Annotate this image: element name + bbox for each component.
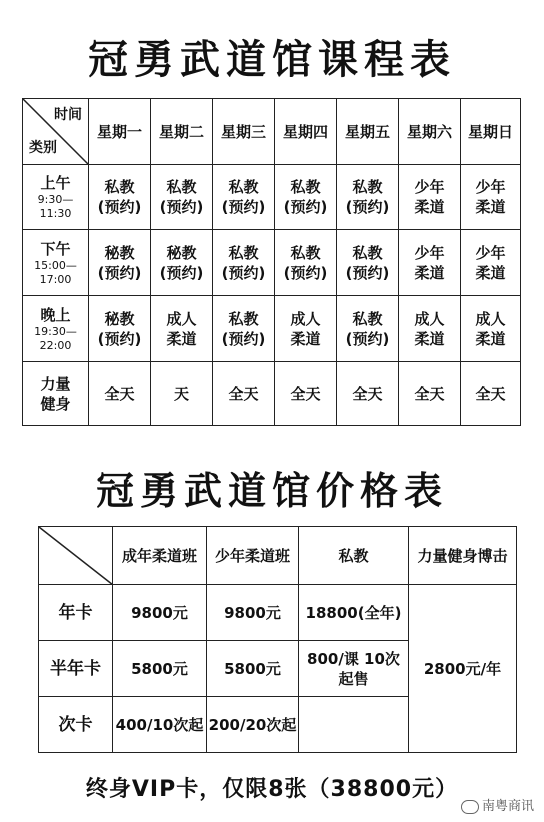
class-cell: 私教 (预约) <box>275 230 337 296</box>
schedule-header-row <box>23 99 521 165</box>
slot-name: 晚上 <box>40 305 71 324</box>
price-corner-cell <box>39 527 113 585</box>
vip-card-note: 终身VIP卡，仅限8张（38800元） <box>85 777 459 802</box>
schedule-row <box>23 296 521 362</box>
schedule-row <box>23 165 521 230</box>
price-header: 少年柔道班 <box>207 527 299 585</box>
slot-time: 19:30—22:00 <box>34 324 77 352</box>
slot-name: 上午 <box>40 174 71 192</box>
price-cell: 9800元 <box>207 585 299 641</box>
day-header: 星期日 <box>461 99 521 165</box>
price-cell: 800/课 10次起售 <box>299 641 409 697</box>
day-header: 星期二 <box>151 99 213 165</box>
diagonal-line <box>39 527 113 585</box>
class-cell: 私教 (预约) <box>89 165 151 230</box>
class-cell: 秘教 (预约) <box>89 230 151 296</box>
slot-cell <box>23 230 89 296</box>
class-cell: 少年 柔道 <box>399 165 461 230</box>
price-row <box>39 585 517 641</box>
card-type: 半年卡 <box>39 641 113 697</box>
slot-name: 下午 <box>40 239 71 258</box>
price-header-row <box>39 527 517 585</box>
class-cell: 私教 (预约) <box>337 230 399 296</box>
slot-cell <box>23 165 89 230</box>
price-cell: 18800(全年) <box>299 585 409 641</box>
price-cell: 9800元 <box>113 585 207 641</box>
chat-bubble-icon <box>461 800 479 814</box>
class-cell: 全天 <box>275 362 337 426</box>
class-cell: 成人 柔道 <box>399 296 461 362</box>
price-cell: 5800元 <box>113 641 207 697</box>
class-cell: 私教 (预约) <box>275 165 337 230</box>
slot-cell <box>23 296 89 362</box>
class-cell: 少年 柔道 <box>461 165 521 230</box>
price-header: 成年柔道班 <box>113 527 207 585</box>
schedule-corner-cell <box>23 99 89 165</box>
price-cell: 5800元 <box>207 641 299 697</box>
price-title: 冠勇武道馆价格表 <box>95 468 448 513</box>
class-cell: 全天 <box>337 362 399 426</box>
class-cell: 成人 柔道 <box>275 296 337 362</box>
day-header: 星期六 <box>399 99 461 165</box>
class-cell: 私教 (预约) <box>337 165 399 230</box>
watermark-text: 南粤商讯 <box>481 799 534 814</box>
schedule-title: 冠勇武道馆课程表 <box>88 36 456 83</box>
class-cell: 全天 <box>399 362 461 426</box>
class-cell: 私教 (预约) <box>337 296 399 362</box>
class-cell: 少年 柔道 <box>399 230 461 296</box>
class-cell: 成人 柔道 <box>461 296 521 362</box>
class-cell: 私教 (预约) <box>213 296 275 362</box>
day-header: 星期四 <box>275 99 337 165</box>
class-cell: 全天 <box>213 362 275 426</box>
schedule-row <box>23 230 521 296</box>
day-header: 星期一 <box>89 99 151 165</box>
class-cell: 全天 <box>461 362 521 426</box>
fitness-price-cell: 2800元/年 <box>409 585 517 753</box>
price-cell <box>299 697 409 753</box>
slot-cell <box>23 362 89 426</box>
class-cell: 成人 柔道 <box>151 296 213 362</box>
class-cell: 私教 (预约) <box>151 165 213 230</box>
watermark <box>461 795 534 814</box>
price-header: 私教 <box>299 527 409 585</box>
class-cell: 少年 柔道 <box>461 230 521 296</box>
corner-label-category: 类别 <box>29 140 57 156</box>
schedule-row <box>23 362 521 426</box>
class-cell: 秘教 (预约) <box>151 230 213 296</box>
card-type: 年卡 <box>39 585 113 641</box>
slot-time: 9:30—11:30 <box>37 193 74 220</box>
class-cell: 天 <box>151 362 213 426</box>
corner-label-time: 时间 <box>54 107 82 123</box>
class-cell: 全天 <box>89 362 151 426</box>
class-cell: 私教 (预约) <box>213 230 275 296</box>
slot-name: 力量健身 <box>40 374 71 413</box>
day-header: 星期三 <box>213 99 275 165</box>
slot-time: 15:00—17:00 <box>34 258 77 286</box>
class-cell: 秘教 (预约) <box>89 296 151 362</box>
price-cell: 400/10次起 <box>113 697 207 753</box>
price-table <box>38 526 517 753</box>
card-type: 次卡 <box>39 697 113 753</box>
day-header: 星期五 <box>337 99 399 165</box>
price-cell: 200/20次起 <box>207 697 299 753</box>
schedule-table <box>22 98 521 426</box>
class-cell: 私教 (预约) <box>213 165 275 230</box>
price-header: 力量健身博击 <box>409 527 517 585</box>
